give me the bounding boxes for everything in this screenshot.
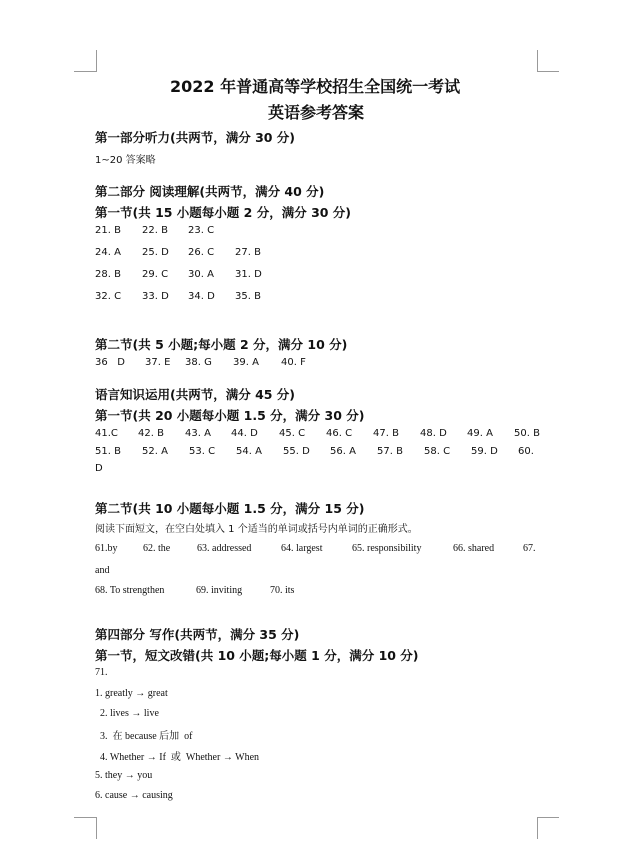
answer: 66. shared xyxy=(453,543,495,554)
answer: 61.by xyxy=(95,543,118,554)
part2-sec2-heading: 第二节(共 5 小题;每小题 2 分，满分 10 分) xyxy=(95,337,348,352)
crop-mark xyxy=(537,50,538,72)
answer: 35. B xyxy=(235,291,261,302)
answer: 24. A xyxy=(95,247,121,258)
page-subtitle: 英语参考答案 xyxy=(268,103,365,122)
answer: 23. C xyxy=(188,225,215,236)
answer: 62. the xyxy=(143,543,171,554)
answer: 36 D xyxy=(95,357,125,368)
part1-note: 1~20 答案略 xyxy=(95,155,156,166)
answer: 29. C xyxy=(142,269,169,280)
correction-item: 1. greatly → great xyxy=(95,688,168,699)
answer: 42. B xyxy=(138,428,164,439)
correction-item: 4. Whether → If 或 Whether → When xyxy=(100,752,260,763)
answer: 56. A xyxy=(330,446,356,457)
answer: 46. C xyxy=(326,428,353,439)
answer: 21. B xyxy=(95,225,121,236)
page-title: 2022 年普通高等学校招生全国统一考试 xyxy=(170,77,461,96)
correction-item: 2. lives → live xyxy=(100,708,159,719)
answer: 50. B xyxy=(514,428,540,439)
answer: 53. C xyxy=(189,446,216,457)
answer: 59. D xyxy=(471,446,498,457)
answer: 38. G xyxy=(185,357,212,368)
part1-heading: 第一部分听力(共两节，满分 30 分) xyxy=(95,130,296,145)
answer: 70. its xyxy=(270,585,295,596)
answer: 22. B xyxy=(142,225,168,236)
answer: 68. To strengthen xyxy=(95,585,165,596)
part4-heading: 第四部分 写作(共两节，满分 35 分) xyxy=(95,627,300,642)
answer: 63. addressed xyxy=(197,543,252,554)
answer: 60. xyxy=(518,446,534,457)
answer: 55. D xyxy=(283,446,310,457)
part3-sec1-heading: 第一节(共 20 小题每小题 1.5 分，满分 30 分) xyxy=(95,408,365,423)
item-number: 71. xyxy=(95,667,108,678)
crop-mark xyxy=(74,817,96,818)
answer: 65. responsibility xyxy=(352,543,422,554)
answer: 67. xyxy=(523,543,536,554)
answer: 69. inviting xyxy=(196,585,243,596)
part4-sec1-heading: 第一节，短文改错(共 10 小题;每小题 1 分，满分 10 分) xyxy=(95,648,419,663)
answer: and xyxy=(95,565,110,576)
answer: 25. D xyxy=(142,247,169,258)
answer: 39. A xyxy=(233,357,259,368)
answer: 32. C xyxy=(95,291,122,302)
crop-mark xyxy=(537,817,538,839)
answer: 43. A xyxy=(185,428,211,439)
answer: 64. largest xyxy=(281,543,323,554)
answer: 47. B xyxy=(373,428,399,439)
answer: 49. A xyxy=(467,428,493,439)
part2-heading: 第二部分 阅读理解(共两节，满分 40 分) xyxy=(95,184,325,199)
answer: 30. A xyxy=(188,269,214,280)
part2-sec1-heading: 第一节(共 15 小题每小题 2 分，满分 30 分) xyxy=(95,205,352,220)
answer: 58. C xyxy=(424,446,451,457)
answer: 31. D xyxy=(235,269,262,280)
answer: 27. B xyxy=(235,247,261,258)
answer: 52. A xyxy=(142,446,168,457)
answer: 44. D xyxy=(231,428,258,439)
correction-item: 3. 在 because 后加 of xyxy=(100,731,193,742)
answer: 33. D xyxy=(142,291,169,302)
part3-sec2-heading: 第二节(共 10 小题每小题 1.5 分，满分 15 分) xyxy=(95,501,365,516)
answer: 41.C xyxy=(95,428,118,439)
correction-item: 6. cause → causing xyxy=(95,790,173,801)
answer: 57. B xyxy=(377,446,403,457)
correction-item: 5. they → you xyxy=(95,770,153,781)
answer: 45. C xyxy=(279,428,306,439)
crop-mark xyxy=(74,71,96,72)
answer: 40. F xyxy=(281,357,306,368)
answer: 37. E xyxy=(145,357,171,368)
crop-mark xyxy=(537,71,559,72)
crop-mark xyxy=(96,50,97,72)
answer: 51. B xyxy=(95,446,121,457)
part3-heading: 语言知识运用(共两节，满分 45 分) xyxy=(95,387,296,402)
answer: 48. D xyxy=(420,428,447,439)
part3-sec2-instruction: 阅读下面短文，在空白处填入 1 个适当的单词或括号内单词的正确形式。 xyxy=(95,524,418,535)
answer: 28. B xyxy=(95,269,121,280)
answer: 26. C xyxy=(188,247,215,258)
crop-mark xyxy=(537,817,559,818)
crop-mark xyxy=(96,817,97,839)
answer: 34. D xyxy=(188,291,215,302)
answer: D xyxy=(95,463,103,474)
answer: 54. A xyxy=(236,446,262,457)
